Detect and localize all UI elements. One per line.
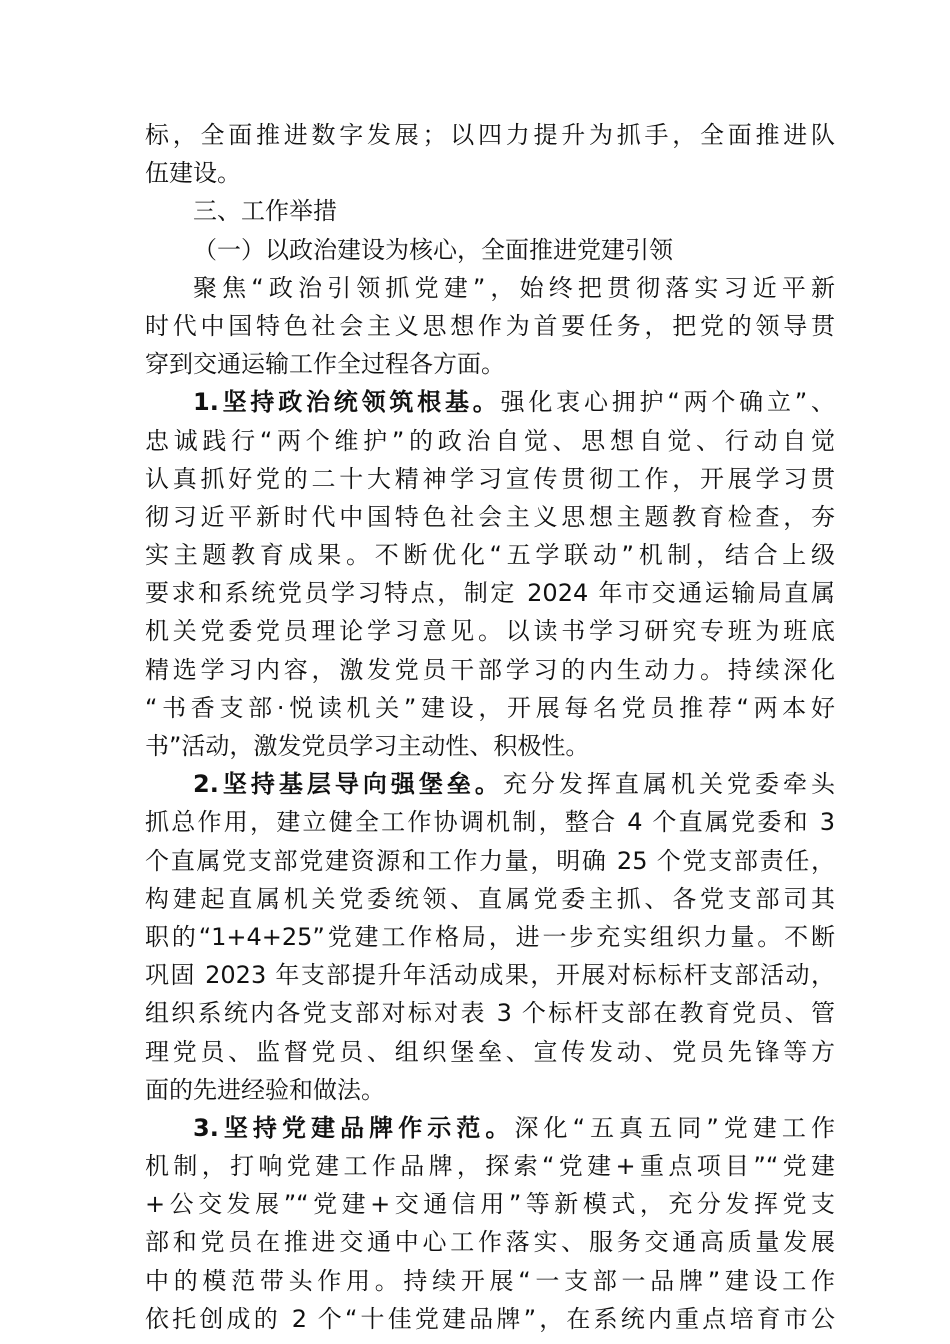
text-line (145, 1071, 835, 1109)
text-line (145, 307, 835, 345)
paragraph-p1-cont (145, 116, 835, 192)
line-text: 穿到交通运输工作全过程各方面。 (145, 350, 505, 379)
text-line (145, 880, 835, 918)
item-lead: 3.坚持党建品牌作示范。 (193, 1113, 515, 1142)
line-text: 个直属党支部党建资源和工作力量，明确 25 个党支部责任， (145, 846, 835, 875)
line-text: 职的“1+4+25”党建工作格局，进一步充实组织力量。不断 (145, 922, 835, 951)
line-text: 机制，打响党建工作品牌，探索“党建+重点项目”“党建 (145, 1152, 835, 1181)
text-line (145, 154, 835, 192)
text-line (145, 383, 835, 421)
text-line (145, 498, 835, 536)
text-line (145, 422, 835, 460)
text-line (145, 192, 835, 230)
line-text: 认真抓好党的二十大精神学习宣传贯彻工作，开展学习贯 (145, 464, 835, 493)
text-line (145, 1109, 835, 1147)
text-line (145, 1033, 835, 1071)
text-line (145, 689, 835, 727)
line-text: 部和党员在推进交通中心工作落实、服务交通高质量发展 (145, 1228, 835, 1257)
paragraph-p-item3 (145, 1109, 835, 1338)
text-line (145, 994, 835, 1032)
line-text: 充分发挥直属机关党委牵头 (502, 770, 835, 799)
text-line (145, 1262, 835, 1300)
paragraph-heading-3 (145, 192, 835, 230)
paragraph-subheading-1 (145, 231, 835, 269)
paragraph-p-item1 (145, 383, 835, 765)
text-line (145, 842, 835, 880)
line-text: 巩固 2023 年支部提升年活动成果，开展对标标杆支部活动， (145, 961, 835, 990)
line-text: “书香支部·悦读机关”建设，开展每名党员推荐“两本好 (145, 693, 835, 722)
text-line (145, 116, 835, 154)
line-text: 伍建设。 (145, 159, 241, 188)
item-lead: 1.坚持政治统领筑根基。 (193, 388, 501, 417)
text-line (145, 918, 835, 956)
text-line (145, 460, 835, 498)
document-body (145, 116, 835, 1338)
line-text: 精选学习内容，激发党员干部学习的内生动力。持续深化 (145, 655, 835, 684)
text-line (145, 574, 835, 612)
paragraph-p-item2 (145, 765, 835, 1109)
text-line (145, 1147, 835, 1185)
line-text: （一）以政治建设为核心，全面推进党建引领 (193, 235, 673, 264)
line-text: 面的先进经验和做法。 (145, 1075, 385, 1104)
line-text: 时代中国特色社会主义思想作为首要任务，把党的领导贯 (145, 311, 835, 340)
text-line (145, 1300, 835, 1338)
line-text: 三、工作举措 (193, 197, 337, 226)
text-line (145, 1223, 835, 1261)
line-text: 中的模范带头作用。持续开展“一支部一品牌”建设工作 (145, 1266, 835, 1295)
line-text: 机关党委党员理论学习意见。以读书学习研究专班为班底 (145, 617, 835, 646)
text-line (145, 612, 835, 650)
item-lead: 2.坚持基层导向强堡垒。 (193, 770, 503, 799)
line-text: 忠诚践行“两个维护”的政治自觉、思想自觉、行动自觉 (145, 426, 835, 455)
text-line (145, 651, 835, 689)
line-text: 彻习近平新时代中国特色社会主义思想主题教育检查，夯 (145, 502, 835, 531)
line-text: 深化“五真五同”党建工作 (514, 1113, 835, 1142)
line-text: 聚焦“政治引领抓党建”，始终把贯彻落实习近平新 (193, 273, 835, 302)
line-text: 书”活动，激发党员学习主动性、积极性。 (145, 732, 590, 760)
text-line (145, 231, 835, 269)
line-text: 标，全面推进数字发展；以四力提升为抓手，全面推进队 (145, 121, 835, 149)
paragraph-p-focus (145, 269, 835, 384)
text-line (145, 956, 835, 994)
line-text: 抓总作用，建立健全工作协调机制，整合 4 个直属党委和 3 (145, 808, 835, 837)
line-text: 实主题教育成果。不断优化“五学联动”机制，结合上级 (145, 541, 835, 570)
text-line (145, 536, 835, 574)
text-line (145, 345, 835, 383)
text-line (145, 803, 835, 841)
line-text: +公交发展”“党建+交通信用”等新模式，充分发挥党支 (145, 1190, 835, 1219)
text-line (145, 765, 835, 803)
line-text: 理党员、监督党员、组织堡垒、宣传发动、党员先锋等方 (145, 1037, 835, 1066)
text-line (145, 269, 835, 307)
line-text: 依托创成的 2 个“十佳党建品牌”，在系统内重点培育市公 (145, 1304, 835, 1333)
line-text: 要求和系统党员学习特点，制定 2024 年市交通运输局直属 (145, 579, 835, 608)
line-text: 构建起直属机关党委统领、直属党委主抓、各党支部司其 (145, 884, 835, 913)
text-line (145, 1185, 835, 1223)
line-text: 强化衷心拥护“两个确立”、 (500, 388, 835, 417)
text-line (145, 727, 835, 765)
line-text: 组织系统内各党支部对标对表 3 个标杆支部在教育党员、管 (145, 999, 835, 1028)
